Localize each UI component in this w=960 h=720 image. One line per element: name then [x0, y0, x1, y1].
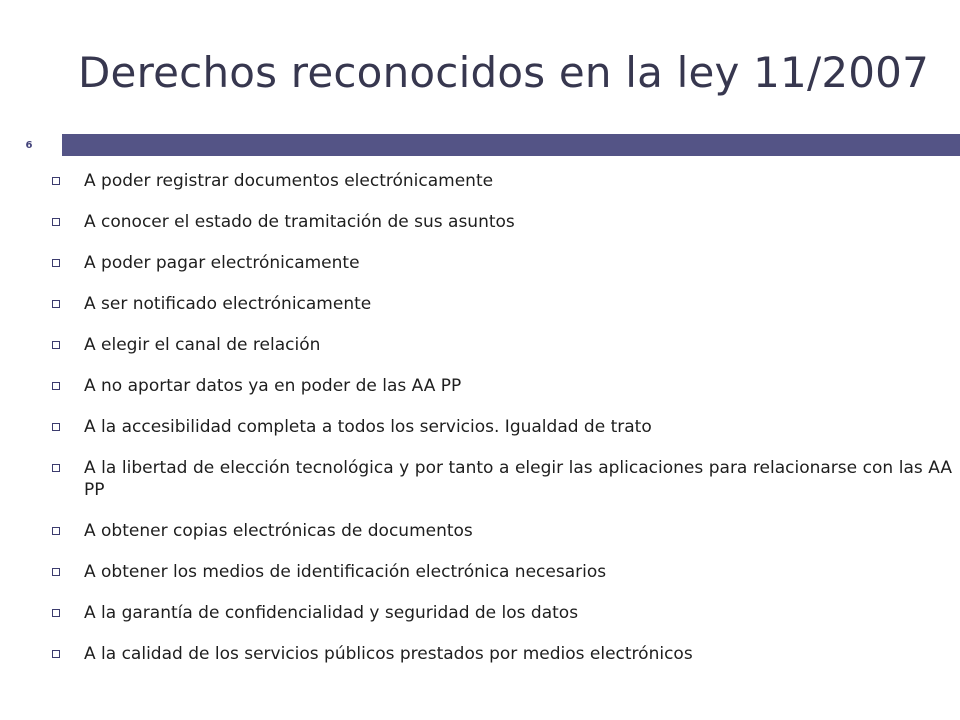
- square-bullet-icon: [52, 177, 60, 185]
- square-bullet-icon: [52, 423, 60, 431]
- list-item: [52, 170, 952, 192]
- list-item: [52, 293, 952, 315]
- list-item-text: A obtener los medios de identificación electrónica necesarios: [84, 562, 607, 582]
- square-bullet-icon: [52, 568, 60, 576]
- list-item-text: A la libertad de elección tecnológica y por tanto a elegir las aplicaciones para relacionarse con las AA PP: [84, 458, 952, 500]
- list-item-text: A la calidad de los servicios públicos prestados por medios electrónicos: [84, 644, 693, 664]
- list-item: [52, 252, 952, 274]
- rights-list: [52, 170, 952, 684]
- list-item: [52, 375, 952, 397]
- list-item: [52, 643, 952, 665]
- list-item: [52, 416, 952, 438]
- list-item: [52, 561, 952, 583]
- list-item: [52, 602, 952, 624]
- square-bullet-icon: [52, 341, 60, 349]
- header-accent-bar: [62, 134, 960, 156]
- list-item-text: A poder registrar documentos electrónicamente: [84, 171, 494, 191]
- list-item-text: A elegir el canal de relación: [84, 335, 321, 355]
- list-item-text: A conocer el estado de tramitación de sus asuntos: [84, 212, 515, 232]
- list-item-text: A la garantía de confidencialidad y seguridad de los datos: [84, 603, 579, 623]
- square-bullet-icon: [52, 300, 60, 308]
- square-bullet-icon: [52, 218, 60, 226]
- page-number: 6: [25, 139, 33, 151]
- square-bullet-icon: [52, 609, 60, 617]
- square-bullet-icon: [52, 382, 60, 390]
- list-item: [52, 520, 952, 542]
- list-item-text: A obtener copias electrónicas de documentos: [84, 521, 473, 541]
- slide-title: Derechos reconocidos en la ley 11/2007: [78, 48, 930, 97]
- list-item-text: A ser notificado electrónicamente: [84, 294, 372, 314]
- square-bullet-icon: [52, 464, 60, 472]
- square-bullet-icon: [52, 650, 60, 658]
- page-number-box: [0, 134, 58, 156]
- list-item-text: A la accesibilidad completa a todos los servicios. Igualdad de trato: [84, 417, 652, 437]
- list-item: [52, 457, 952, 501]
- list-item-text: A poder pagar electrónicamente: [84, 253, 360, 273]
- list-item: [52, 211, 952, 233]
- square-bullet-icon: [52, 527, 60, 535]
- list-item: [52, 334, 952, 356]
- square-bullet-icon: [52, 259, 60, 267]
- list-item-text: A no aportar datos ya en poder de las AA PP: [84, 376, 462, 396]
